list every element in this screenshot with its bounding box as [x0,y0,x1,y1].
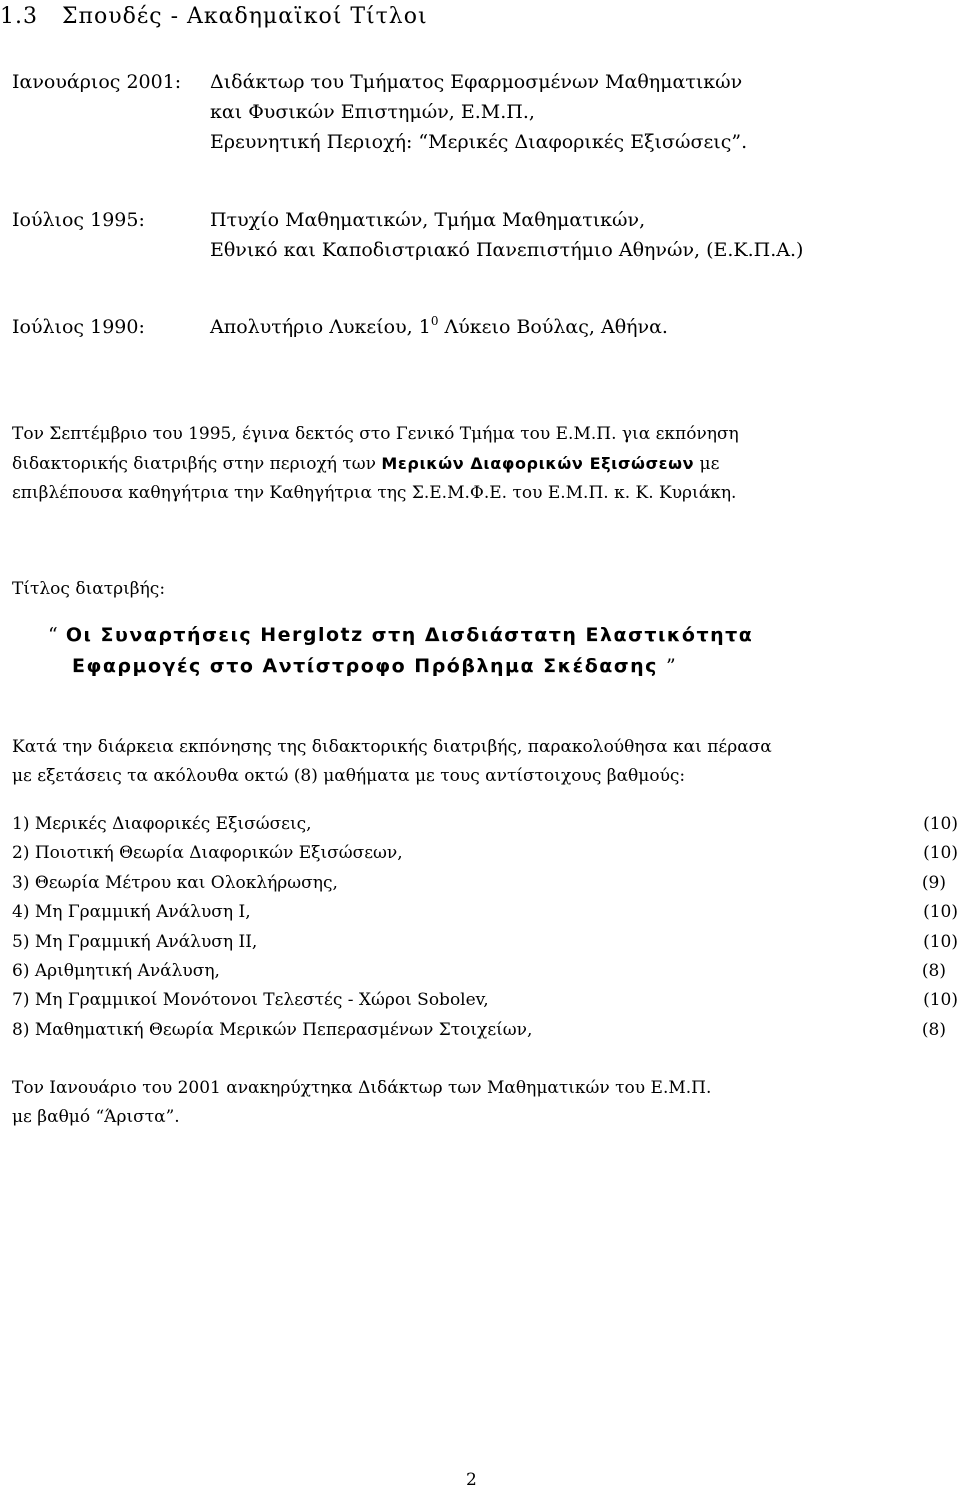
lyceum-text-before: Απολυτήριο Λυκείου, 1 [210,316,431,338]
course-row [12,810,958,839]
course-name: 3) Θεωρία Μέτρου και Ολοκλήρωσης, [12,872,338,893]
education-date-1995: Ιούλιος 1995: [12,209,145,231]
courses-intro-line-2: με εξετάσεις τα ακόλουθα οκτώ (8) μαθήματα με τους αντίστοιχους βαθμούς: [12,766,686,786]
course-grade: (9) [921,872,946,893]
course-grade: (10) [923,990,958,1011]
course-row [12,928,958,957]
education-line: Εθνικό και Καποδιστριακό Πανεπιστήμιο Αθηνών, (Ε.Κ.Π.Α.) [210,239,804,261]
section-title: Σπουδές - Ακαδημαϊκοί Τίτλοι [61,4,428,29]
section-number: 1.3 [0,4,38,29]
course-grade: (8) [921,1019,946,1040]
education-line: και Φυσικών Επιστημών, Ε.Μ.Π., [210,101,535,123]
course-name: 5) Μη Γραμμική Ανάλυση ΙΙ, [12,931,258,952]
course-name: 2) Ποιοτική Θεωρία Διαφορικών Εξισώσεων, [12,843,403,864]
education-date-2001: Ιανουάριος 2001: [12,71,182,93]
admission-line-2-text: διδακτορικής διατριβής στην περιοχή των [12,454,382,474]
thesis-quote-close: ” [666,655,676,677]
course-name: 4) Μη Γραμμική Ανάλυση Ι, [12,902,251,923]
admission-line-2-end: με [694,454,720,474]
course-row [12,898,958,927]
education-entry-phd [210,67,747,157]
thesis-label: Τίτλος διατριβής: [12,579,166,599]
course-grade: (10) [923,843,958,864]
education-entry-degree [210,205,803,265]
admission-paragraph [12,420,739,508]
education-line: Πτυχίο Μαθηματικών, Τμήμα Μαθηματικών, [210,209,646,231]
education-line: Ερευνητική Περιοχή: “Μερικές Διαφορικές Εξισώσεις”. [210,131,748,153]
course-name: 6) Αριθμητική Ανάλυση, [12,960,220,981]
course-name: 7) Μη Γραμμικοί Μονότονοι Τελεστές - Χώροι Sobolev, [12,990,489,1011]
course-name: 8) Μαθηματική Θεωρία Μερικών Πεπερασμένων Στοιχείων, [12,1019,533,1040]
lyceum-superscript: 0 [430,314,439,328]
conclusion-line-1: Τον Ιανουάριο του 2001 ανακηρύχτηκα Διδάκτωρ των Μαθηματικών του Ε.Μ.Π. [12,1078,712,1098]
education-date-1990: Ιούλιος 1990: [12,316,145,338]
course-grade: (10) [923,931,958,952]
lyceum-text-after: Λύκειο Βούλας, Αθήνα. [438,316,668,338]
course-grade: (10) [923,814,958,834]
research-area-emphasis: Μερικών Διαφορικών Εξισώσεων [381,454,695,473]
thesis-title-line-1: Οι Συναρτήσεις Herglotz στη Δισδιάστατη Ελαστικότητα [65,624,754,646]
courses-intro-paragraph [12,733,772,791]
course-row [12,839,958,868]
course-name: 1) Μερικές Διαφορικές Εξισώσεις, [12,814,312,834]
course-grade: (10) [923,902,958,923]
course-row [12,869,958,898]
course-grade: (8) [921,960,946,981]
thesis-title [48,620,753,682]
course-row [12,986,958,1015]
education-entry-lyceum [210,312,668,342]
thesis-quote-open: “ [48,624,58,646]
thesis-title-line-2: Εφαρμογές στο Αντίστροφο Πρόβλημα Σκέδασης [72,655,658,677]
admission-line-1: Τον Σεπτέμβριο του 1995, έγινα δεκτός στο Γενικό Τμήμα του Ε.Μ.Π. για εκπόνηση [12,424,739,444]
course-row [12,957,958,986]
conclusion-line-2: με βαθμό “Άριστα”. [12,1107,180,1127]
education-line: Διδάκτωρ του Τμήματος Εφαρμοσμένων Μαθηματικών [210,71,743,93]
page-number: 2 [466,1470,477,1490]
course-row [12,1016,958,1045]
conclusion-paragraph [12,1074,711,1132]
course-list [12,810,958,1045]
admission-line-3: επιβλέπουσα καθηγήτρια την Καθηγήτρια της Σ.Ε.Μ.Φ.Ε. του Ε.Μ.Π. κ. Κ. Κυριάκη. [12,483,737,503]
section-heading [0,4,428,29]
courses-intro-line-1: Κατά την διάρκεια εκπόνησης της διδακτορικής διατριβής, παρακολούθησα και πέρασα [12,737,772,757]
